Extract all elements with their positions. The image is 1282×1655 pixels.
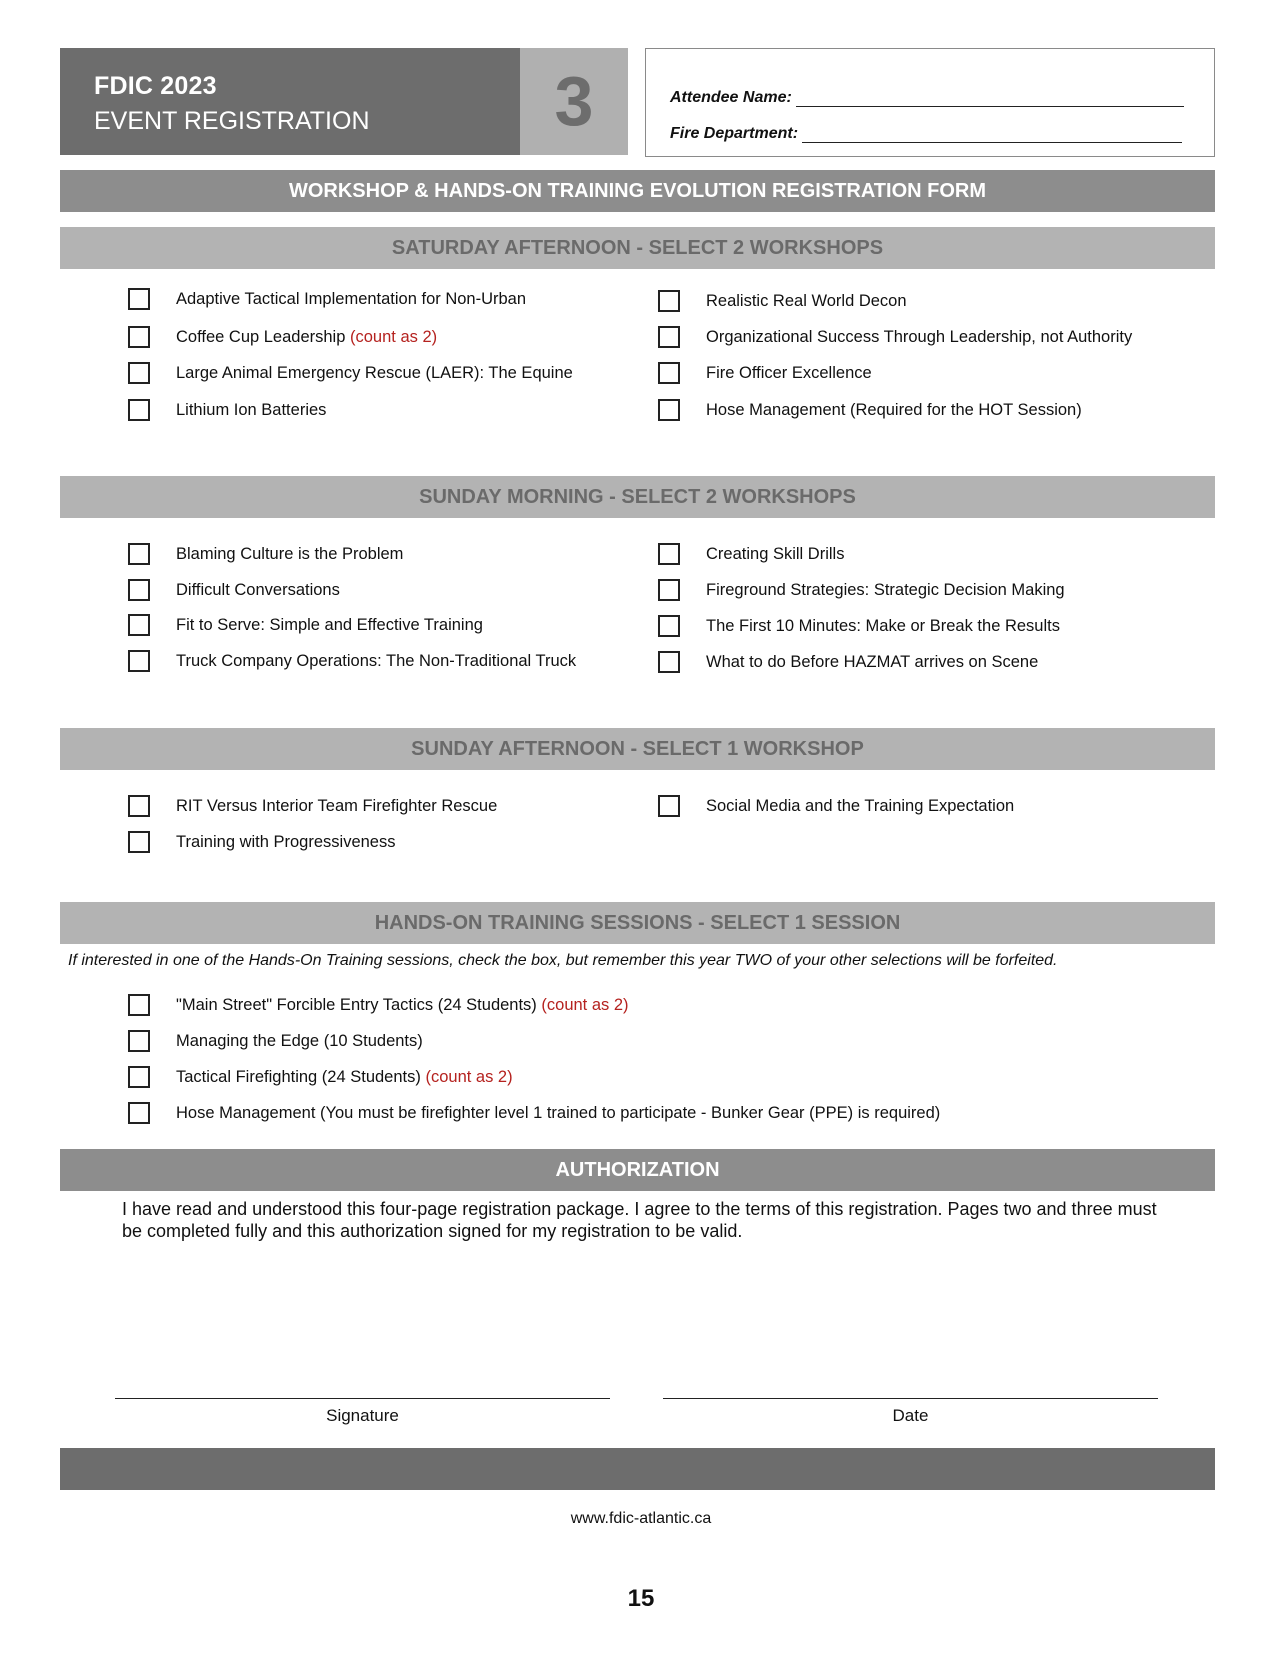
workshop-option[interactable]: Fire Officer Excellence <box>658 362 872 384</box>
checkbox[interactable] <box>128 579 150 601</box>
page-badge: 3 <box>520 48 628 155</box>
workshop-option[interactable]: Adaptive Tactical Implementation for Non-Urban <box>128 288 526 310</box>
workshop-option[interactable]: Fireground Strategies: Strategic Decision Making <box>658 579 1065 601</box>
checkbox[interactable] <box>128 543 150 565</box>
fire-department-label: Fire Department: <box>670 125 799 142</box>
checkbox[interactable] <box>658 651 680 673</box>
form-title-bar: WORKSHOP & HANDS-ON TRAINING EVOLUTION REGISTRATION FORM <box>60 170 1215 212</box>
checkbox[interactable] <box>658 615 680 637</box>
attendee-info-box <box>645 48 1215 157</box>
workshop-option[interactable]: What to do Before HAZMAT arrives on Scene <box>658 651 1038 673</box>
checkbox[interactable] <box>658 399 680 421</box>
checkbox[interactable] <box>128 399 150 421</box>
workshop-option[interactable]: Large Animal Emergency Rescue (LAER): The Equine <box>128 362 573 384</box>
sunday-morning-section-title: SUNDAY MORNING - SELECT 2 WORKSHOPS <box>60 476 1215 518</box>
workshop-option[interactable]: Social Media and the Training Expectation <box>658 795 1014 817</box>
saturday-section-title: SATURDAY AFTERNOON - SELECT 2 WORKSHOPS <box>60 227 1215 269</box>
workshop-option[interactable]: Organizational Success Through Leadership, not Authority <box>658 326 1132 348</box>
checkbox[interactable] <box>658 579 680 601</box>
count-as-2-note: (count as 2) <box>425 1067 513 1086</box>
checkbox[interactable] <box>128 994 150 1016</box>
checkbox[interactable] <box>128 614 150 636</box>
hands-on-option[interactable]: Managing the Edge (10 Students) <box>128 1030 423 1052</box>
workshop-option[interactable]: Hose Management (Required for the HOT Session) <box>658 399 1082 421</box>
workshop-option[interactable]: Difficult Conversations <box>128 579 340 601</box>
event-year-title: FDIC 2023 <box>94 72 217 100</box>
workshop-option[interactable]: Lithium Ion Batteries <box>128 399 326 421</box>
authorization-title-bar: AUTHORIZATION <box>60 1149 1215 1191</box>
workshop-option[interactable]: Fit to Serve: Simple and Effective Training <box>128 614 483 636</box>
checkbox[interactable] <box>658 290 680 312</box>
checkbox[interactable] <box>128 326 150 348</box>
workshop-option[interactable]: Realistic Real World Decon <box>658 290 907 312</box>
website-url: www.fdic-atlantic.ca <box>570 1510 712 1527</box>
checkbox[interactable] <box>658 362 680 384</box>
workshop-option[interactable]: Blaming Culture is the Problem <box>128 543 403 565</box>
hands-on-option[interactable]: Tactical Firefighting (24 Students) (count as 2) <box>128 1066 513 1088</box>
checkbox[interactable] <box>128 288 150 310</box>
workshop-option[interactable]: Creating Skill Drills <box>658 543 844 565</box>
checkbox[interactable] <box>128 362 150 384</box>
event-registration-title: EVENT REGISTRATION <box>94 107 370 135</box>
fire-department-field[interactable] <box>802 125 1182 143</box>
checkbox[interactable] <box>658 326 680 348</box>
checkbox[interactable] <box>658 795 680 817</box>
checkbox[interactable] <box>128 1030 150 1052</box>
page-number: 15 <box>627 1585 655 1612</box>
checkbox[interactable] <box>128 1066 150 1088</box>
footer-bar <box>60 1448 1215 1490</box>
fire-department-row <box>670 107 1214 143</box>
checkbox[interactable] <box>128 650 150 672</box>
attendee-name-row <box>670 71 1214 107</box>
authorization-text: I have read and understood this four-page registration package. I agree to the terms of this registration. Pages two and three must be completed fully and this authorization signed for my registration to be valid. <box>122 1199 1157 1241</box>
checkbox[interactable] <box>128 1102 150 1124</box>
count-as-2-note: (count as 2) <box>350 327 438 346</box>
hands-on-note: If interested in one of the Hands-On Training sessions, check the box, but remember this year TWO of your other selections will be forfeited. <box>68 952 1058 969</box>
count-as-2-note: (count as 2) <box>541 995 629 1014</box>
date-label: Date <box>892 1406 929 1425</box>
sunday-afternoon-section-title: SUNDAY AFTERNOON - SELECT 1 WORKSHOP <box>60 728 1215 770</box>
checkbox[interactable] <box>128 831 150 853</box>
hands-on-section-title: HANDS-ON TRAINING SESSIONS - SELECT 1 SESSION <box>60 902 1215 944</box>
checkbox[interactable] <box>128 795 150 817</box>
header-title-block <box>60 48 520 155</box>
date-line[interactable] <box>663 1398 1158 1399</box>
workshop-option[interactable]: Coffee Cup Leadership (count as 2) <box>128 326 437 348</box>
workshop-option[interactable]: Truck Company Operations: The Non-Traditional Truck <box>128 650 576 672</box>
workshop-option[interactable]: RIT Versus Interior Team Firefighter Rescue <box>128 795 497 817</box>
checkbox[interactable] <box>658 543 680 565</box>
workshop-option[interactable]: The First 10 Minutes: Make or Break the Results <box>658 615 1060 637</box>
attendee-name-field[interactable] <box>796 89 1184 107</box>
signature-label: Signature <box>326 1406 399 1425</box>
hands-on-option[interactable]: Hose Management (You must be firefighter level 1 trained to participate - Bunker Gear (PPE) is required) <box>128 1102 940 1124</box>
workshop-option[interactable]: Training with Progressiveness <box>128 831 395 853</box>
attendee-name-label: Attendee Name: <box>670 89 792 106</box>
signature-line[interactable] <box>115 1398 610 1399</box>
hands-on-option[interactable]: "Main Street" Forcible Entry Tactics (24 Students) (count as 2) <box>128 994 629 1016</box>
